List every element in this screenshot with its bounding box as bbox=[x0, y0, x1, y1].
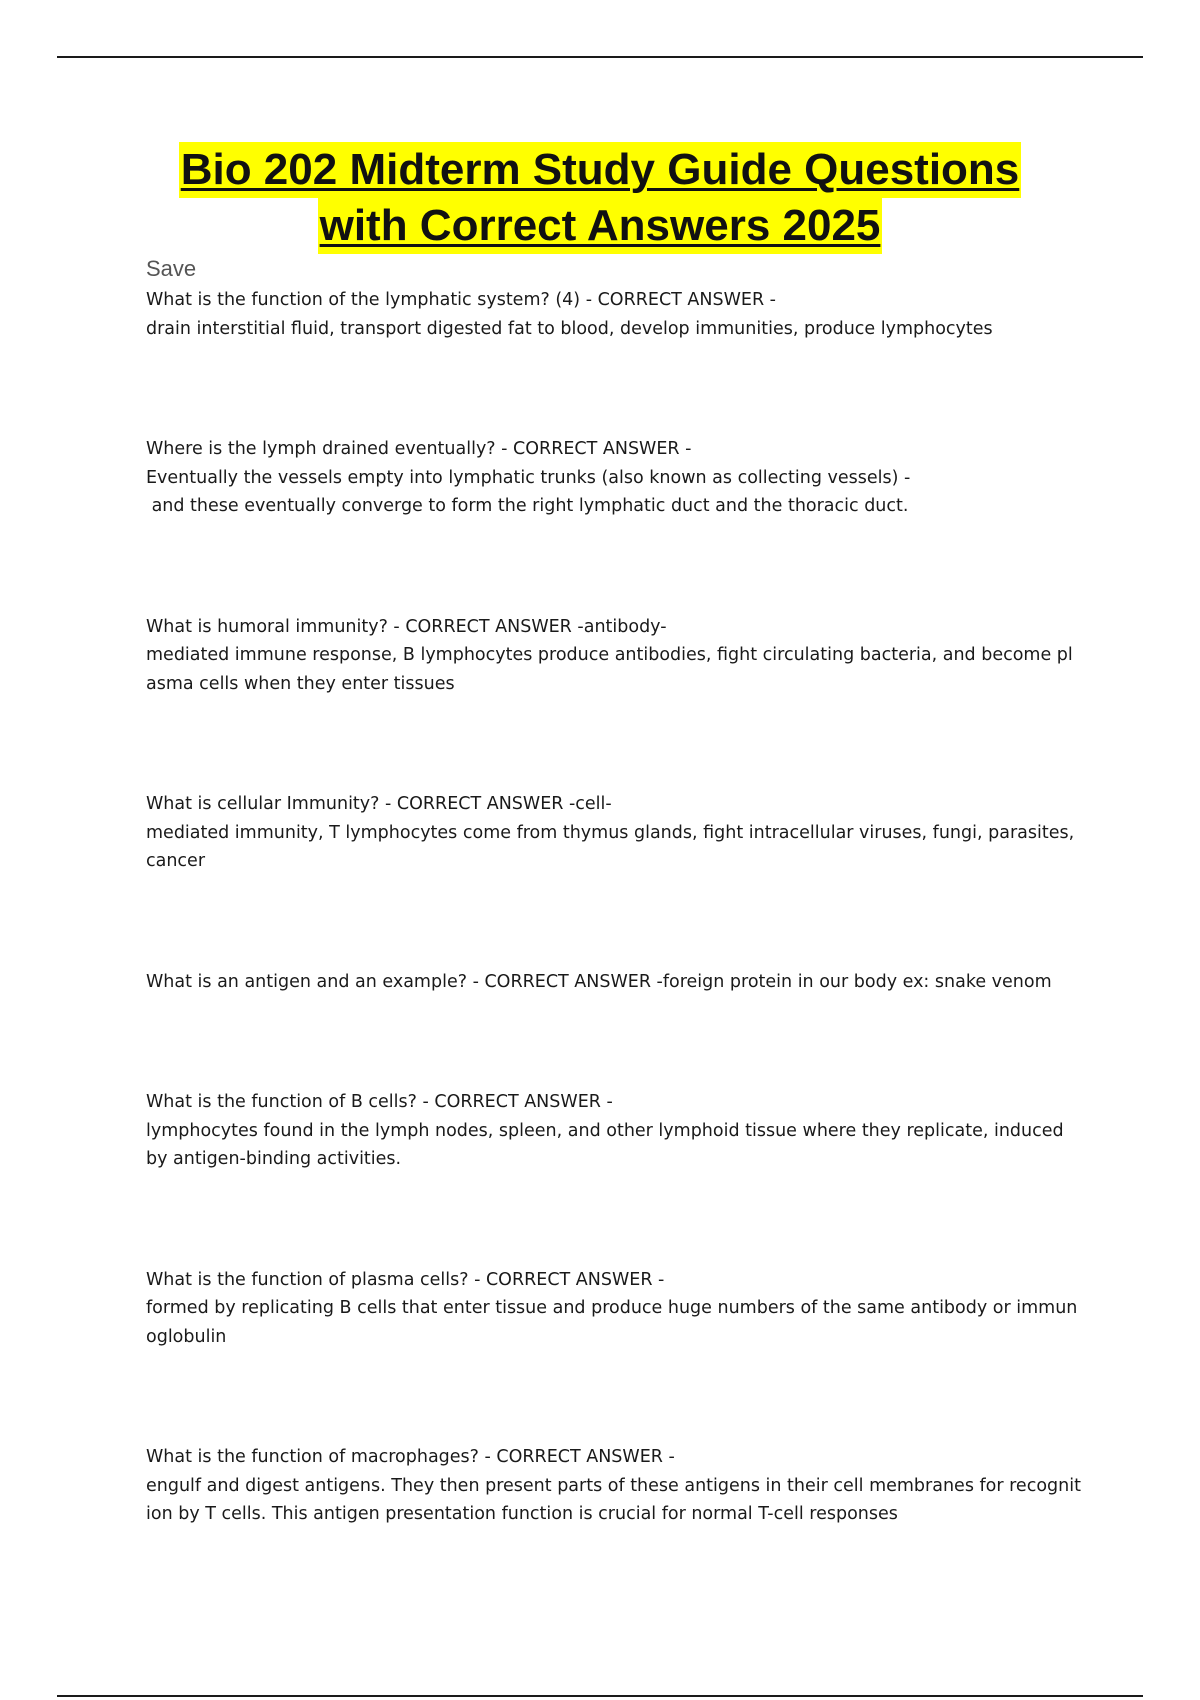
qa-item bbox=[146, 1266, 1096, 1352]
qa-item bbox=[146, 435, 1096, 521]
qa-answer-line: engulf and digest antigens. They then present parts of these antigens in their cell membranes for recognit bbox=[146, 1475, 1081, 1496]
qa-item bbox=[146, 968, 1096, 997]
qa-answer-line: oglobulin bbox=[146, 1326, 227, 1347]
qa-question-line: Where is the lymph drained eventually? - CORRECT ANSWER - bbox=[146, 439, 692, 459]
document-title bbox=[100, 142, 1100, 254]
qa-answer-line: by antigen-binding activities. bbox=[146, 1149, 402, 1169]
top-divider bbox=[57, 56, 1143, 58]
qa-question-line: What is humoral immunity? - CORRECT ANSWER -antibody- bbox=[146, 616, 667, 637]
qa-item bbox=[146, 613, 1096, 699]
qa-answer-line: mediated immune response, B lymphocytes produce antibodies, fight circulating bacteria, and become pl bbox=[146, 645, 1073, 665]
qa-answer-line: formed by replicating B cells that enter tissue and produce huge numbers of the same antibody or immun bbox=[146, 1298, 1078, 1318]
qa-question-line: What is cellular Immunity? - CORRECT ANSWER -cell- bbox=[146, 794, 612, 814]
qa-item bbox=[146, 790, 1096, 876]
qa-question-line: What is the function of macrophages? - CORRECT ANSWER - bbox=[146, 1447, 675, 1467]
qa-item bbox=[146, 1088, 1096, 1174]
qa-answer-line: drain interstitial fluid, transport digested fat to blood, develop immunities, produce lymphocytes bbox=[146, 318, 993, 339]
qa-question-line: What is the function of B cells? - CORRECT ANSWER - bbox=[146, 1092, 613, 1112]
qa-item bbox=[146, 1443, 1096, 1529]
qa-answer-line: cancer bbox=[146, 851, 206, 871]
title-line-2: with Correct Answers 2025 bbox=[318, 198, 883, 254]
qa-answer-line: mediated immunity, T lymphocytes come from thymus glands, fight intracellular viruses, fungi, parasites, bbox=[146, 822, 1075, 843]
qa-answer-line: asma cells when they enter tissues bbox=[146, 673, 455, 694]
qa-answer-line: and these eventually converge to form the right lymphatic duct and the thoracic duct. bbox=[146, 496, 909, 516]
qa-question-line: What is the function of the lymphatic system? (4) - CORRECT ANSWER - bbox=[146, 290, 776, 310]
qa-answer-line: ion by T cells. This antigen presentation function is crucial for normal T-cell responses bbox=[146, 1504, 898, 1524]
qa-answer-line: lymphocytes found in the lymph nodes, spleen, and other lymphoid tissue where they replicate, induced bbox=[146, 1120, 1064, 1141]
title-line-1: Bio 202 Midterm Study Guide Questions bbox=[179, 142, 1022, 198]
save-label[interactable]: Save bbox=[146, 256, 197, 281]
qa-list bbox=[146, 286, 1096, 1621]
bottom-divider bbox=[57, 1695, 1143, 1697]
qa-item bbox=[146, 286, 1096, 343]
qa-answer-line: Eventually the vessels empty into lymphatic trunks (also known as collecting vessels) - bbox=[146, 467, 911, 488]
qa-question-line: What is the function of plasma cells? - CORRECT ANSWER - bbox=[146, 1269, 665, 1290]
qa-question-line: What is an antigen and an example? - CORRECT ANSWER -foreign protein in our body ex: snake venom bbox=[146, 971, 1052, 992]
